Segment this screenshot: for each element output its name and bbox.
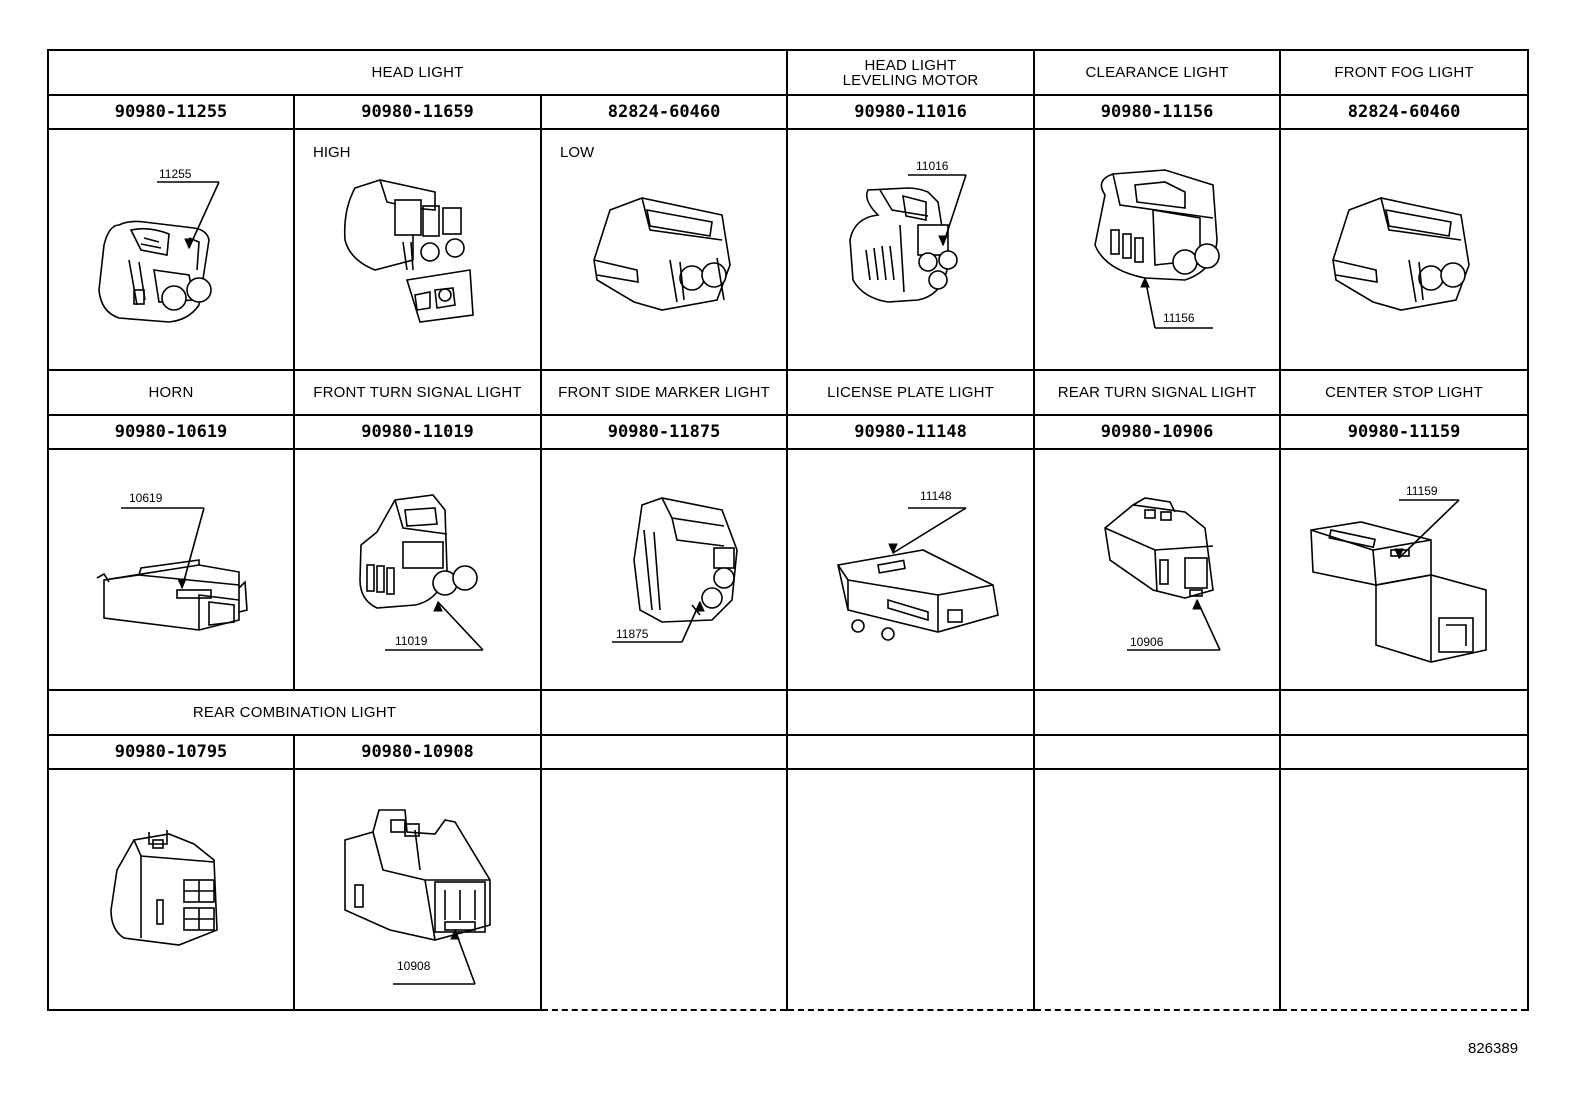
part-number: 90980-11255 xyxy=(48,95,294,129)
connector-image-row xyxy=(48,769,1528,1010)
system-label: FRONT TURN SIGNAL LIGHT xyxy=(313,384,522,401)
fog-connector-icon xyxy=(1281,130,1527,369)
horn-connector-icon xyxy=(49,450,294,689)
callout-arrow xyxy=(438,602,483,650)
system-header xyxy=(787,50,1034,95)
callout-arrowhead xyxy=(1141,278,1149,287)
system-header xyxy=(1034,370,1280,415)
system-label: FRONT SIDE MARKER LIGHT xyxy=(558,384,770,401)
connector-sublabel: LOW xyxy=(560,144,595,161)
part-number: 90980-11659 xyxy=(294,95,541,129)
part-number: 90980-11019 xyxy=(294,415,541,449)
system-label: REAR COMBINATION LIGHT xyxy=(192,704,397,721)
system-row xyxy=(48,370,1528,415)
empty-connector-cell xyxy=(1280,769,1528,1010)
callout-arrow xyxy=(943,175,966,245)
connector-cell xyxy=(1034,449,1280,690)
headlamp-low-connector-icon xyxy=(542,130,787,369)
leveling-motor-connector-icon xyxy=(788,130,1034,369)
callout-label: 11875 xyxy=(616,627,649,641)
headlamp-high-connector-icon xyxy=(295,130,541,369)
callout-arrow xyxy=(893,508,966,553)
system-header xyxy=(787,370,1034,415)
clearance-connector-icon xyxy=(1035,130,1280,369)
headlamp-connector-icon xyxy=(49,130,294,369)
empty-system-header xyxy=(1034,690,1280,735)
rear-combo-2-connector-icon xyxy=(295,770,541,1009)
callout-label: 11156 xyxy=(1163,311,1195,325)
part-number-row xyxy=(48,415,1528,449)
system-label: HEAD LIGHT xyxy=(371,64,464,81)
callout-arrowhead xyxy=(178,579,186,588)
part-number: 90980-11156 xyxy=(1034,95,1280,129)
connector-cell xyxy=(1280,129,1528,370)
callout-label: 11016 xyxy=(916,159,949,173)
center-stop-connector-icon xyxy=(1281,450,1527,689)
connector-cell xyxy=(787,449,1034,690)
empty-connector-cell xyxy=(541,769,787,1010)
callout-label: 10908 xyxy=(397,959,431,973)
part-number: 82824-60460 xyxy=(1280,95,1528,129)
connector-cell xyxy=(294,769,541,1010)
turn-signal-connector-icon xyxy=(295,450,541,689)
connector-cell xyxy=(787,129,1034,370)
part-number: 90980-11148 xyxy=(787,415,1034,449)
system-row xyxy=(48,690,1528,735)
license-plate-connector-icon xyxy=(788,450,1034,689)
system-header xyxy=(48,690,541,735)
connector-cell xyxy=(1034,129,1280,370)
system-header xyxy=(294,370,541,415)
part-number: 90980-10795 xyxy=(48,735,294,769)
part-number: 90980-11016 xyxy=(787,95,1034,129)
system-label: HORN xyxy=(148,384,194,401)
system-header xyxy=(1034,50,1280,95)
system-label: LICENSE PLATE LIGHT xyxy=(827,384,994,401)
connector-cell xyxy=(294,449,541,690)
connector-image-row xyxy=(48,129,1528,370)
part-number: 82824-60460 xyxy=(541,95,787,129)
system-label: FRONT FOG LIGHT xyxy=(1334,64,1474,81)
connector-sublabel: HIGH xyxy=(313,144,351,161)
system-header xyxy=(48,370,294,415)
callout-label: 11255 xyxy=(159,167,192,181)
part-number-row xyxy=(48,735,1528,769)
system-label: LEVELING MOTOR xyxy=(842,71,979,89)
system-label: HEAD LIGHT xyxy=(864,56,957,74)
connector-cell xyxy=(1280,449,1528,690)
side-marker-connector-icon xyxy=(542,450,787,689)
system-label: CLEARANCE LIGHT xyxy=(1085,64,1229,81)
part-number: 90980-10906 xyxy=(1034,415,1280,449)
empty-part-number xyxy=(1280,735,1528,769)
empty-part-number xyxy=(1034,735,1280,769)
system-header xyxy=(48,50,787,95)
empty-system-header xyxy=(541,690,787,735)
connector-cell xyxy=(48,769,294,1010)
system-row xyxy=(48,50,1528,95)
callout-label: 11019 xyxy=(395,634,428,648)
connector-cell xyxy=(294,129,541,370)
callout-label: 11148 xyxy=(920,489,952,503)
connector-cell xyxy=(48,129,294,370)
callout-label: 11159 xyxy=(1406,484,1438,498)
rear-combo-connector-icon xyxy=(49,770,294,1009)
empty-connector-cell xyxy=(787,769,1034,1010)
callout-arrow xyxy=(1399,500,1459,558)
callout-arrow xyxy=(182,508,204,588)
system-header xyxy=(1280,370,1528,415)
part-number: 90980-10908 xyxy=(294,735,541,769)
part-number-row xyxy=(48,95,1528,129)
connector-cell xyxy=(541,449,787,690)
callout-arrow xyxy=(189,182,219,248)
system-label: CENTER STOP LIGHT xyxy=(1325,384,1483,401)
connector-table xyxy=(47,49,1529,1011)
connector-image-row xyxy=(48,449,1528,690)
empty-connector-cell xyxy=(1034,769,1280,1010)
empty-part-number xyxy=(541,735,787,769)
part-number: 90980-11875 xyxy=(541,415,787,449)
callout-label: 10619 xyxy=(129,491,163,505)
callout-label: 10906 xyxy=(1130,635,1164,649)
system-label: REAR TURN SIGNAL LIGHT xyxy=(1057,384,1257,401)
empty-part-number xyxy=(787,735,1034,769)
empty-system-header xyxy=(1280,690,1528,735)
callout-arrowhead xyxy=(434,602,442,611)
empty-system-header xyxy=(787,690,1034,735)
connector-cell xyxy=(541,129,787,370)
figure-code: 826389 xyxy=(1468,1040,1519,1057)
system-header xyxy=(541,370,787,415)
part-number: 90980-10619 xyxy=(48,415,294,449)
connector-cell xyxy=(48,449,294,690)
part-number: 90980-11159 xyxy=(1280,415,1528,449)
rear-turn-connector-icon xyxy=(1035,450,1280,689)
system-header xyxy=(1280,50,1528,95)
